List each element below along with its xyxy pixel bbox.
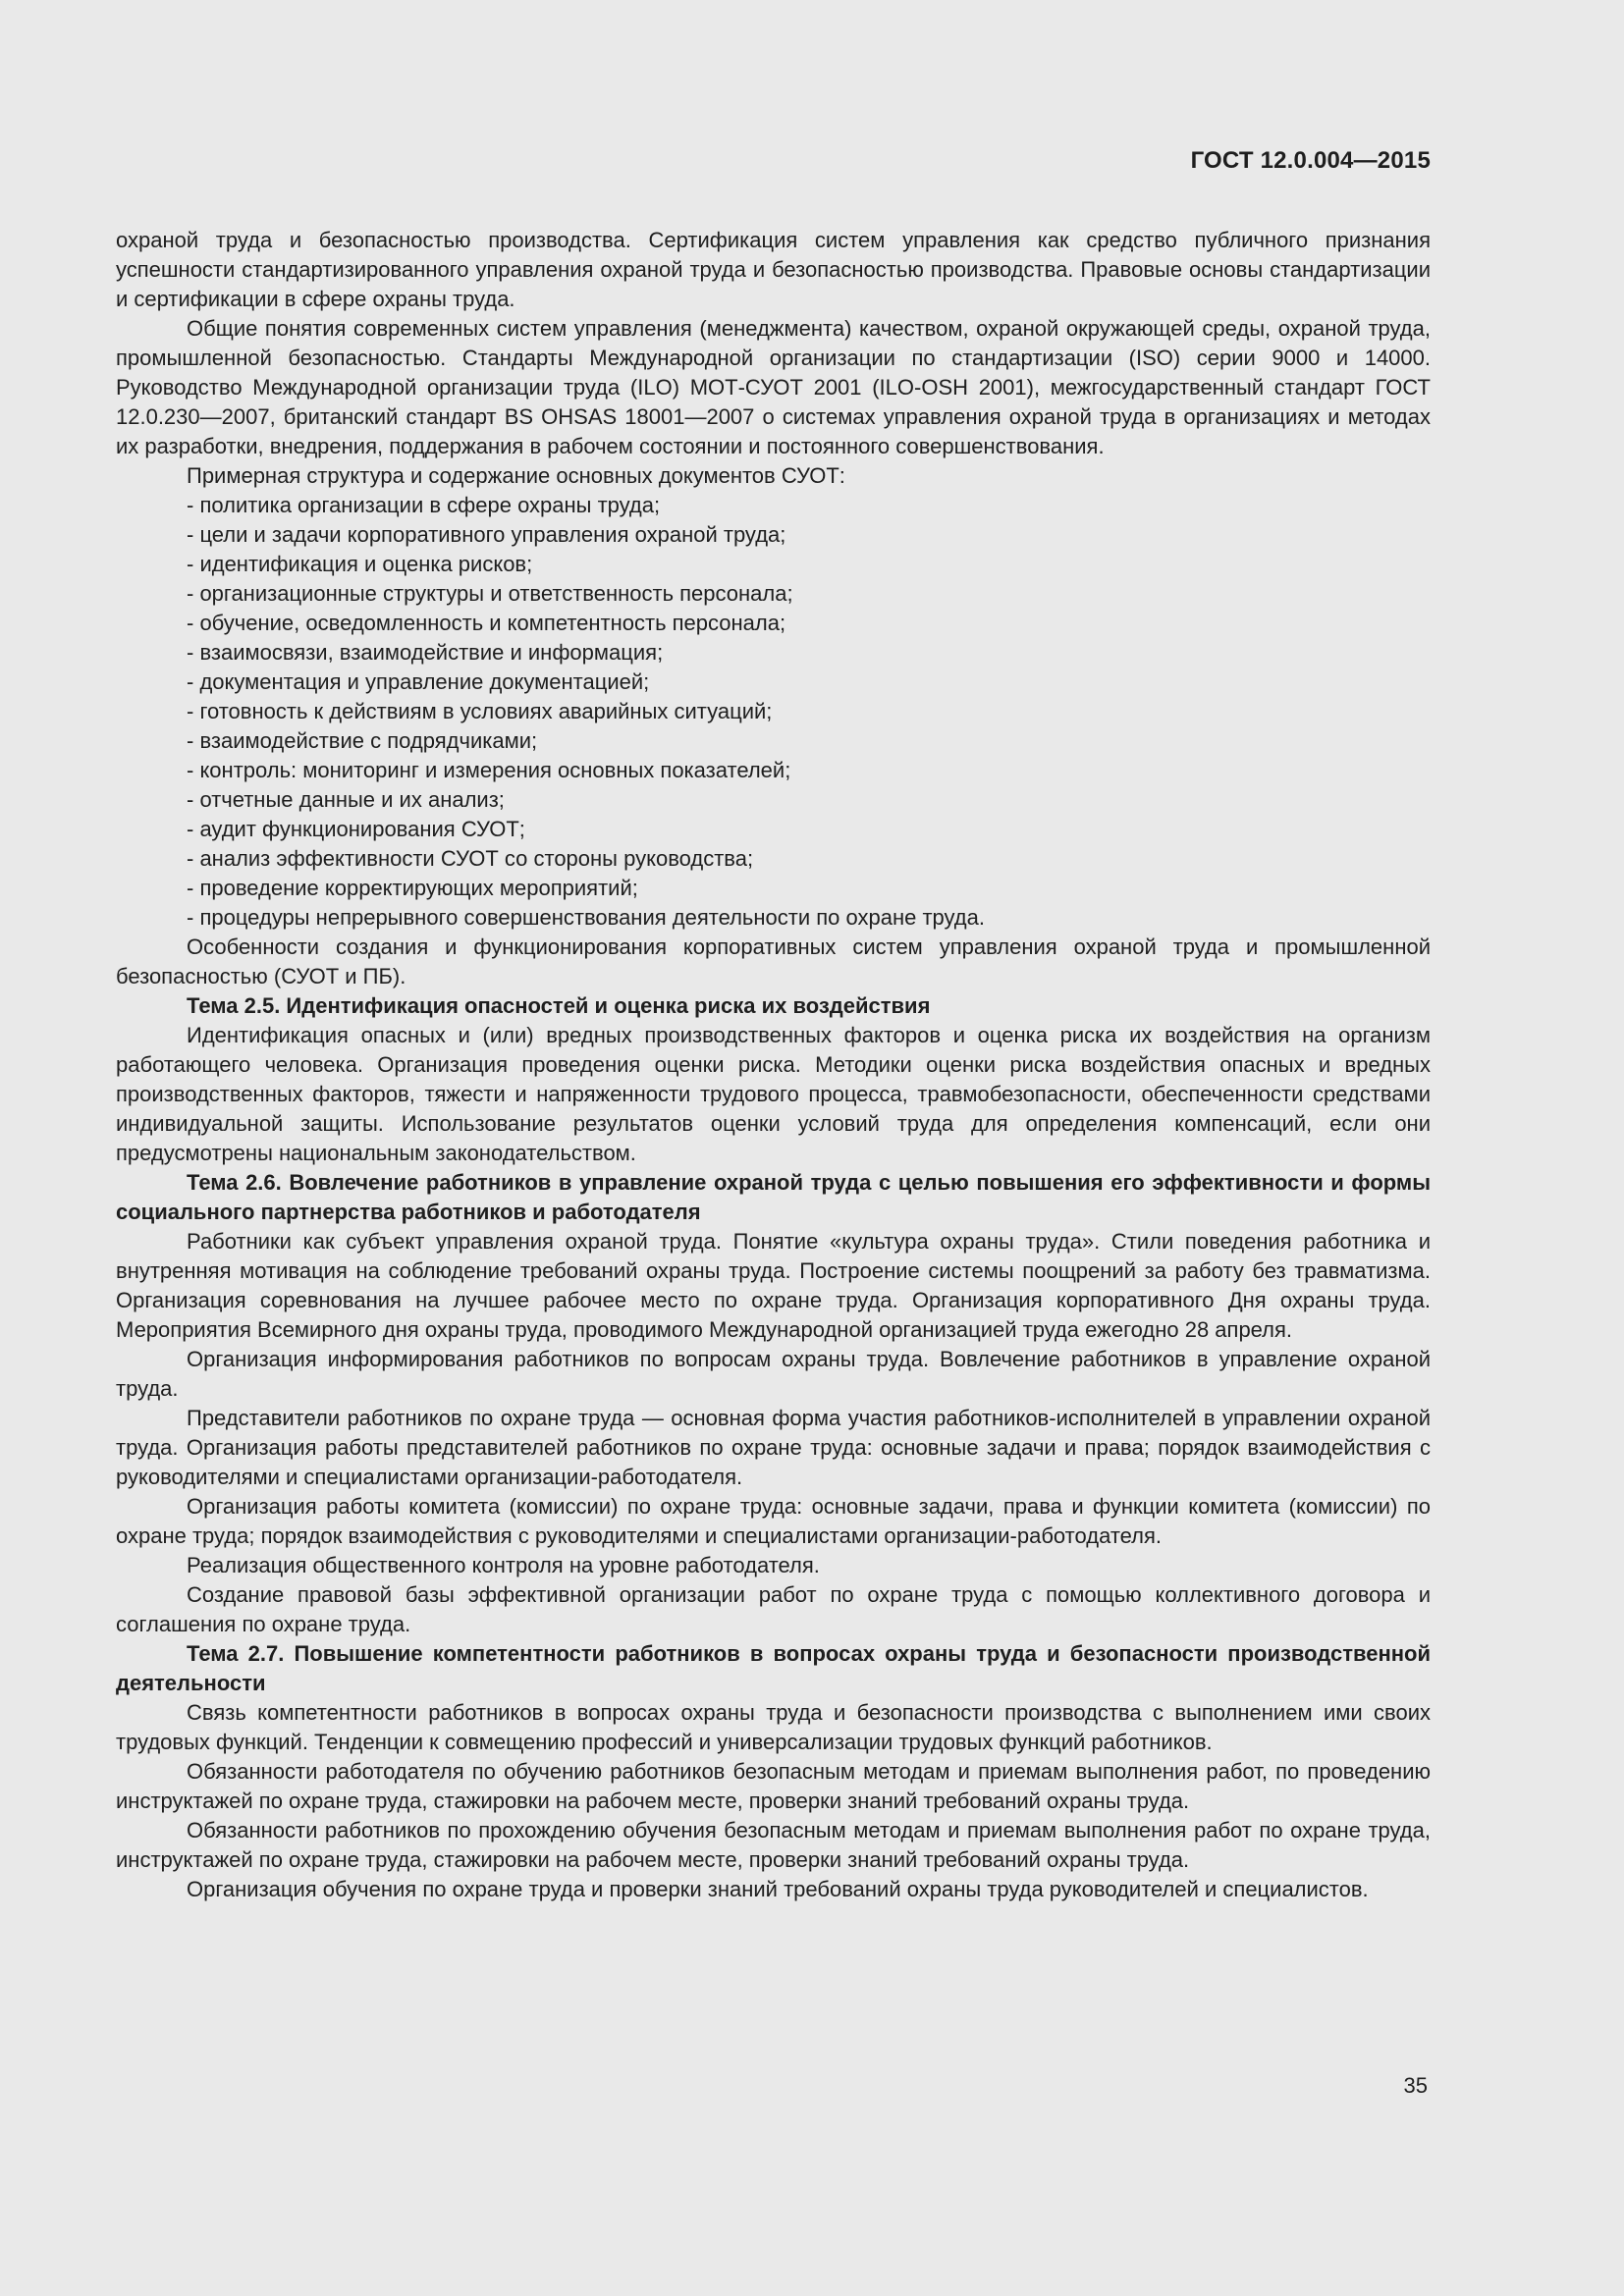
section-heading-2-6: Тема 2.6. Вовлечение работников в управление охраной труда с целью повышения его эффективности и формы социального партнерства работников и работодателя [116, 1170, 1431, 1224]
list-item: - аудит функционирования СУОТ; [187, 817, 525, 841]
list-item: - анализ эффективности СУОТ со стороны руководства; [187, 846, 754, 871]
list-item: - процедуры непрерывного совершенствования деятельности по охране труда. [187, 905, 985, 930]
structure-list [116, 491, 1431, 933]
list-item: - готовность к действиям в условиях аварийных ситуаций; [187, 699, 773, 723]
paragraph-2-6-legal-base: Создание правовой базы эффективной организации работ по охране труда с помощью коллективного договора и соглашения по охране труда. [116, 1582, 1431, 1636]
list-item: - отчетные данные и их анализ; [187, 787, 505, 812]
section-heading-2-5: Тема 2.5. Идентификация опасностей и оценка риска их воздействия [187, 993, 931, 1018]
list-item: - документация и управление документацией; [187, 669, 650, 694]
paragraph-2-7-employer-duties: Обязанности работодателя по обучению работников безопасным методам и приемам выполнения работ, по проведению инструктажей по охране труда, стажировки на рабочем месте, проверки знаний требований охраны труда. [116, 1759, 1431, 1813]
paragraph-2-6-informing: Организация информирования работников по вопросам охраны труда. Вовлечение работников в управление охраной труда. [116, 1347, 1431, 1401]
document-body [116, 226, 1431, 1904]
list-item: - идентификация и оценка рисков; [187, 552, 533, 576]
paragraph-2-7-worker-duties: Обязанности работников по прохождению обучения безопасным методам и приемам выполнения работ по охране труда, инструктажей по охране труда, стажировки на рабочем месте, проверки знаний требований охраны труда. [116, 1818, 1431, 1872]
list-item: - контроль: мониторинг и измерения основных показателей; [187, 758, 791, 782]
paragraph-2-6-committee: Организация работы комитета (комиссии) по охране труда: основные задачи, права и функции комитета (комиссии) по охране труда; порядок взаимодействия с руководителями и специалистами организации-работодателя. [116, 1494, 1431, 1548]
paragraph-general-concepts: Общие понятия современных систем управления (менеджмента) качеством, охраной окружающей среды, охраной труда, промышленной безопасностью. Стандарты Международной организации по стандартизации (ISO) серии 9000 и 14000. Руководство Международной организации труда (ILO) МОТ-СУОТ 2001 (ILO-OSH 2001), межгосударственный стандарт ГОСТ 12.0.230—2007, британский стандарт BS OHSAS 18001—2007 о системах управления охраной труда в организациях и методах их разработки, внедрения, поддержания в рабочем состоянии и постоянного совершенствования. [116, 316, 1431, 458]
list-item: - обучение, осведомленность и компетентность персонала; [187, 611, 786, 635]
list-item: - организационные структуры и ответственность персонала; [187, 581, 793, 606]
paragraph-2-6-workers: Работники как субъект управления охраной труда. Понятие «культура охраны труда». Стили поведения работника и внутренняя мотивация на соблюдение требований охраны труда. Построение системы поощрений за работу без травматизма. Организация соревнования на лучшее рабочее место по охране труда. Организация корпоративного Дня охраны труда. Мероприятия Всемирного дня охраны труда, проводимого Международной организацией труда ежегодно 28 апреля. [116, 1229, 1431, 1342]
paragraph-structure-intro: Примерная структура и содержание основных документов СУОТ: [187, 463, 845, 488]
paragraph-2-7-training: Организация обучения по охране труда и проверки знаний требований охраны труда руководителей и специалистов. [187, 1877, 1369, 1901]
list-item: - цели и задачи корпоративного управления охраной труда; [187, 522, 786, 547]
page-number: 35 [1403, 2073, 1428, 2098]
list-item: - проведение корректирующих мероприятий; [187, 876, 638, 900]
paragraph-2-6-representatives: Представители работников по охране труда — основная форма участия работников-исполнителей в управлении охраной труда. Организация работы представителей работников по охране труда: основные задачи и права; порядок взаимодействия с руководителями и специалистами организации-работодателя. [116, 1406, 1431, 1489]
paragraph-2-6-public-control: Реализация общественного контроля на уровне работодателя. [187, 1553, 820, 1577]
paragraph-features: Особенности создания и функционирования корпоративных систем управления охраной труда и промышленной безопасностью (СУОТ и ПБ). [116, 934, 1431, 988]
paragraph-2-7-competence: Связь компетентности работников в вопросах охраны труда и безопасности производства с выполнением ими своих трудовых функций. Тенденции к совмещению профессий и универсализации трудовых функций работников. [116, 1700, 1431, 1754]
document-code: ГОСТ 12.0.004—2015 [1190, 147, 1431, 174]
list-item: - взаимосвязи, взаимодействие и информация; [187, 640, 664, 665]
paragraph-intro-continuation: охраной труда и безопасностью производства. Сертификация систем управления как средство публичного признания успешности стандартизированного управления охраной труда и безопасностью производства. Правовые основы стандартизации и сертификации в сфере охраны труда. [116, 228, 1431, 311]
section-heading-2-7: Тема 2.7. Повышение компетентности работников в вопросах охраны труда и безопасности производственной деятельности [116, 1641, 1431, 1695]
list-item: - политика организации в сфере охраны труда; [187, 493, 661, 517]
paragraph-2-5-identification: Идентификация опасных и (или) вредных производственных факторов и оценка риска их воздействия на организм работающего человека. Организация проведения оценки риска. Методики оценки риска воздействия опасных и вредных производственных факторов, тяжести и напряженности трудового процесса, травмобезопасности, обеспеченности средствами индивидуальной защиты. Использование результатов оценки условий труда для определения компенсаций, если они предусмотрены национальным законодательством. [116, 1023, 1431, 1165]
list-item: - взаимодействие с подрядчиками; [187, 728, 538, 753]
